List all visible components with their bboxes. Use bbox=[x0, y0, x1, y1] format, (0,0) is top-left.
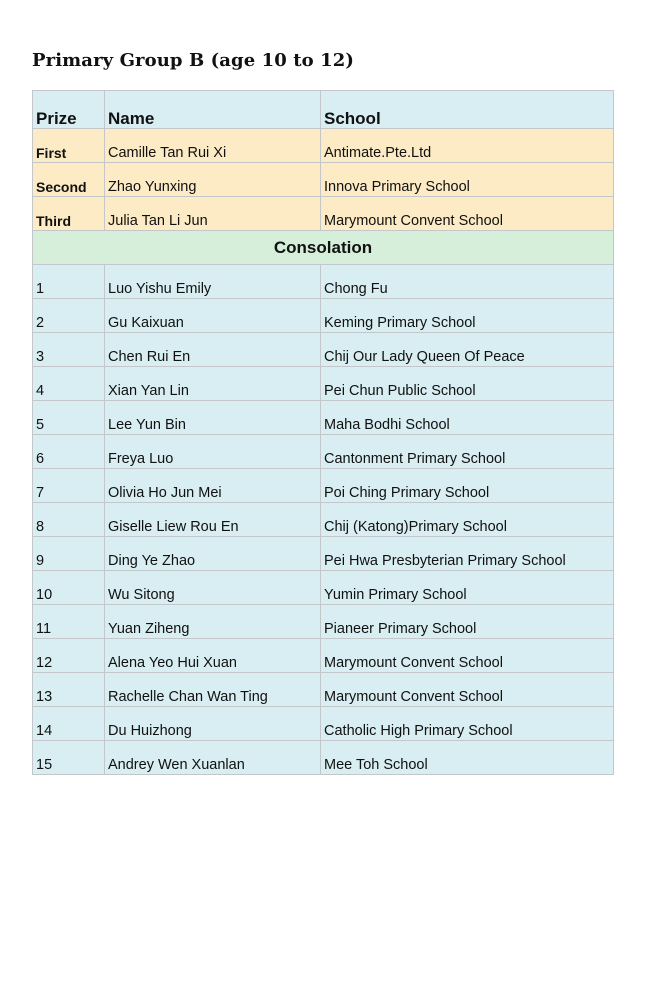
prize-label: Second bbox=[33, 163, 105, 197]
table-row bbox=[33, 741, 614, 775]
row-number: 1 bbox=[33, 265, 105, 299]
entrant-name: Gu Kaixuan bbox=[105, 299, 321, 333]
table-row bbox=[33, 673, 614, 707]
prize-row-second bbox=[33, 163, 614, 197]
winner-name: Zhao Yunxing bbox=[105, 163, 321, 197]
entrant-name: Wu Sitong bbox=[105, 571, 321, 605]
entrant-name: Yuan Ziheng bbox=[105, 605, 321, 639]
prize-label: First bbox=[33, 129, 105, 163]
prize-row-third bbox=[33, 197, 614, 231]
row-number: 11 bbox=[33, 605, 105, 639]
entrant-name: Olivia Ho Jun Mei bbox=[105, 469, 321, 503]
row-number: 14 bbox=[33, 707, 105, 741]
table-row bbox=[33, 537, 614, 571]
entrant-school: Chong Fu bbox=[321, 265, 614, 299]
table-row bbox=[33, 605, 614, 639]
entrant-school: Chij (Katong)Primary School bbox=[321, 503, 614, 537]
table-row bbox=[33, 639, 614, 673]
entrant-school: Catholic High Primary School bbox=[321, 707, 614, 741]
entrant-name: Du Huizhong bbox=[105, 707, 321, 741]
table-row bbox=[33, 469, 614, 503]
table-row bbox=[33, 333, 614, 367]
table-row bbox=[33, 707, 614, 741]
row-number: 3 bbox=[33, 333, 105, 367]
entrant-name: Rachelle Chan Wan Ting bbox=[105, 673, 321, 707]
row-number: 4 bbox=[33, 367, 105, 401]
entrant-school: Pei Hwa Presbyterian Primary School bbox=[321, 537, 614, 571]
winner-school: Innova Primary School bbox=[321, 163, 614, 197]
entrant-name: Andrey Wen Xuanlan bbox=[105, 741, 321, 775]
table-row bbox=[33, 401, 614, 435]
entrant-name: Alena Yeo Hui Xuan bbox=[105, 639, 321, 673]
row-number: 12 bbox=[33, 639, 105, 673]
entrant-name: Luo Yishu Emily bbox=[105, 265, 321, 299]
entrant-name: Lee Yun Bin bbox=[105, 401, 321, 435]
entrant-school: Pianeer Primary School bbox=[321, 605, 614, 639]
row-number: 8 bbox=[33, 503, 105, 537]
row-number: 5 bbox=[33, 401, 105, 435]
entrant-school: Mee Toh School bbox=[321, 741, 614, 775]
row-number: 9 bbox=[33, 537, 105, 571]
consolation-heading: Consolation bbox=[33, 231, 614, 265]
row-number: 15 bbox=[33, 741, 105, 775]
table-row bbox=[33, 571, 614, 605]
row-number: 13 bbox=[33, 673, 105, 707]
header-school: School bbox=[321, 91, 614, 129]
entrant-school: Yumin Primary School bbox=[321, 571, 614, 605]
table-row bbox=[33, 367, 614, 401]
entrant-school: Pei Chun Public School bbox=[321, 367, 614, 401]
table-row bbox=[33, 503, 614, 537]
prize-label: Third bbox=[33, 197, 105, 231]
page-title: Primary Group B (age 10 to 12) bbox=[32, 50, 355, 71]
entrant-name: Giselle Liew Rou En bbox=[105, 503, 321, 537]
entrant-school: Cantonment Primary School bbox=[321, 435, 614, 469]
consolation-section-row bbox=[33, 231, 614, 265]
table-row bbox=[33, 265, 614, 299]
prize-row-first bbox=[33, 129, 614, 163]
entrant-name: Chen Rui En bbox=[105, 333, 321, 367]
entrant-school: Marymount Convent School bbox=[321, 673, 614, 707]
entrant-school: Keming Primary School bbox=[321, 299, 614, 333]
entrant-school: Marymount Convent School bbox=[321, 639, 614, 673]
header-prize: Prize bbox=[33, 91, 105, 129]
results-table bbox=[32, 90, 614, 775]
row-number: 10 bbox=[33, 571, 105, 605]
results-table-body bbox=[33, 91, 614, 775]
row-number: 6 bbox=[33, 435, 105, 469]
table-row bbox=[33, 299, 614, 333]
entrant-name: Xian Yan Lin bbox=[105, 367, 321, 401]
winner-name: Camille Tan Rui Xi bbox=[105, 129, 321, 163]
entrant-school: Maha Bodhi School bbox=[321, 401, 614, 435]
winner-name: Julia Tan Li Jun bbox=[105, 197, 321, 231]
entrant-school: Poi Ching Primary School bbox=[321, 469, 614, 503]
entrant-name: Freya Luo bbox=[105, 435, 321, 469]
entrant-name: Ding Ye Zhao bbox=[105, 537, 321, 571]
row-number: 7 bbox=[33, 469, 105, 503]
header-row bbox=[33, 91, 614, 129]
winner-school: Antimate.Pte.Ltd bbox=[321, 129, 614, 163]
header-name: Name bbox=[105, 91, 321, 129]
winner-school: Marymount Convent School bbox=[321, 197, 614, 231]
entrant-school: Chij Our Lady Queen Of Peace bbox=[321, 333, 614, 367]
table-row bbox=[33, 435, 614, 469]
row-number: 2 bbox=[33, 299, 105, 333]
